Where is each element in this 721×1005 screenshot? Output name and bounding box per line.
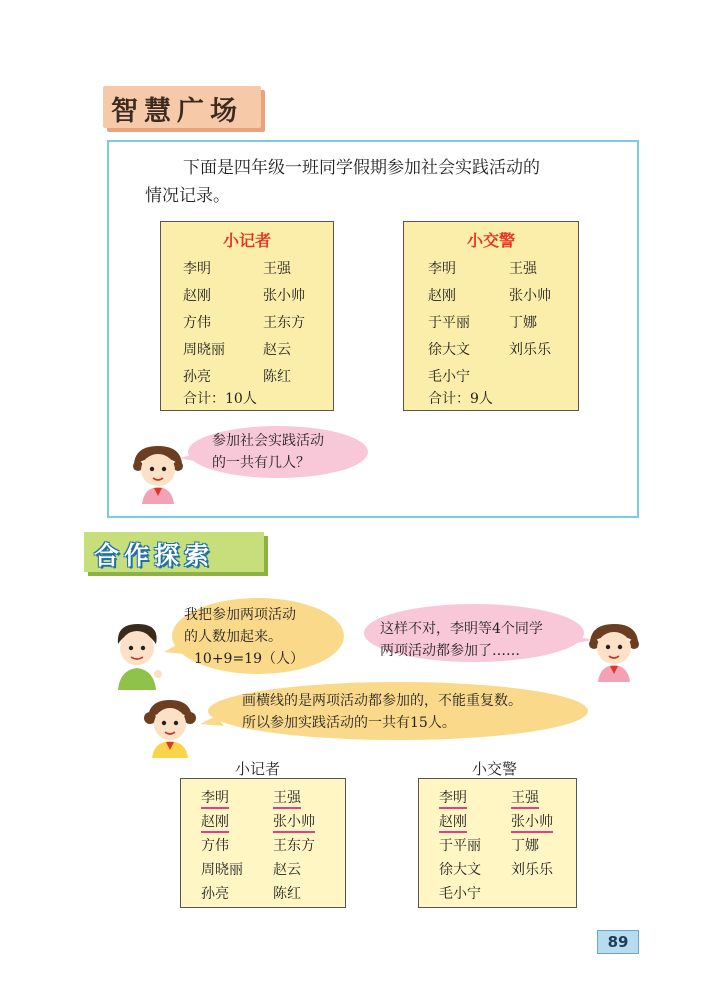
reporter-table [180,778,346,908]
section-title: 合作探索 [94,541,215,570]
section-title: 智慧广场 [111,96,243,127]
section-header-wisdom [103,86,261,128]
bubble-line: 的人数加起来。 [184,629,282,645]
girl-pointing-illustration [140,694,200,758]
name-cell: 周晓丽 [201,862,243,878]
name-cell: 周晓丽 [183,342,225,358]
bubble-line: 所以参加实践活动的一共有15人。 [242,715,456,731]
total-text: 合计：9人 [428,391,493,407]
name-cell-underlined: 张小帅 [511,811,553,833]
name-cell: 王强 [509,261,537,277]
name-cell-underlined: 李明 [201,787,229,809]
name-cell-underlined: 张小帅 [273,811,315,833]
name-cell: 孙亮 [201,886,229,902]
name-cell: 赵云 [273,862,301,878]
name-cell: 赵刚 [183,288,211,304]
name-cell: 李明 [428,261,456,277]
name-cell-underlined: 赵刚 [201,811,229,833]
table-label: 小交警 [472,760,518,778]
name-cell: 陈红 [263,369,291,385]
bubble-line: 画横线的是两项活动都参加的，不能重复数。 [242,693,522,709]
name-cell: 于平丽 [428,315,470,331]
bubble-text [242,690,522,734]
name-cell: 方伟 [201,838,229,854]
name-cell: 张小帅 [263,288,305,304]
bubble-line: 这样不对，李明等4个同学 [380,621,543,637]
name-cell: 张小帅 [509,288,551,304]
name-cell: 方伟 [183,315,211,331]
name-cell: 毛小宁 [439,886,481,902]
name-cell: 王东方 [273,838,315,854]
name-cell-underlined: 赵刚 [439,811,467,833]
reporter-card [160,221,334,411]
police-card [403,221,579,411]
name-cell: 毛小宁 [428,369,470,385]
intro-text [145,154,615,210]
name-cell: 丁娜 [511,838,539,854]
name-cell: 刘乐乐 [511,862,553,878]
girl-illustration [586,618,642,682]
name-cell: 徐大文 [428,342,470,358]
page-number: 89 [597,930,639,954]
bubble-text [380,618,543,662]
police-table [418,778,577,908]
name-cell: 陈红 [273,886,301,902]
name-cell: 徐大文 [439,862,481,878]
bubble-line: 两项活动都参加了…… [380,643,520,659]
bubble-line: 的一共有几人？ [212,455,310,471]
card-title: 小记者 [222,231,271,250]
bubble-line: 10+9=19（人） [194,651,304,667]
name-cell: 孙亮 [183,369,211,385]
name-cell-underlined: 王强 [511,787,539,809]
bubble-line: 我把参加两项活动 [184,607,296,623]
name-cell-underlined: 王强 [273,787,301,809]
section-header-explore [84,532,264,572]
name-cell-underlined: 李明 [439,787,467,809]
bubble-line: 参加社会实践活动 [212,433,324,449]
card-title: 小交警 [466,231,515,250]
bubble-text [212,430,324,474]
name-cell: 刘乐乐 [509,342,551,358]
bubble-text [184,604,304,670]
name-cell: 丁娜 [509,315,537,331]
name-cell: 王东方 [263,315,305,331]
name-cell: 赵刚 [428,288,456,304]
name-cell: 王强 [263,261,291,277]
name-cell: 赵云 [263,342,291,358]
intro-line-1: 下面是四年级一班同学假期参加社会实践活动的 [183,158,540,178]
table-label: 小记者 [235,760,281,778]
total-text: 合计：10人 [183,391,257,407]
name-cell: 于平丽 [439,838,481,854]
boy-illustration [108,618,166,690]
intro-line-2: 情况记录。 [145,186,230,206]
name-cell: 李明 [183,261,211,277]
